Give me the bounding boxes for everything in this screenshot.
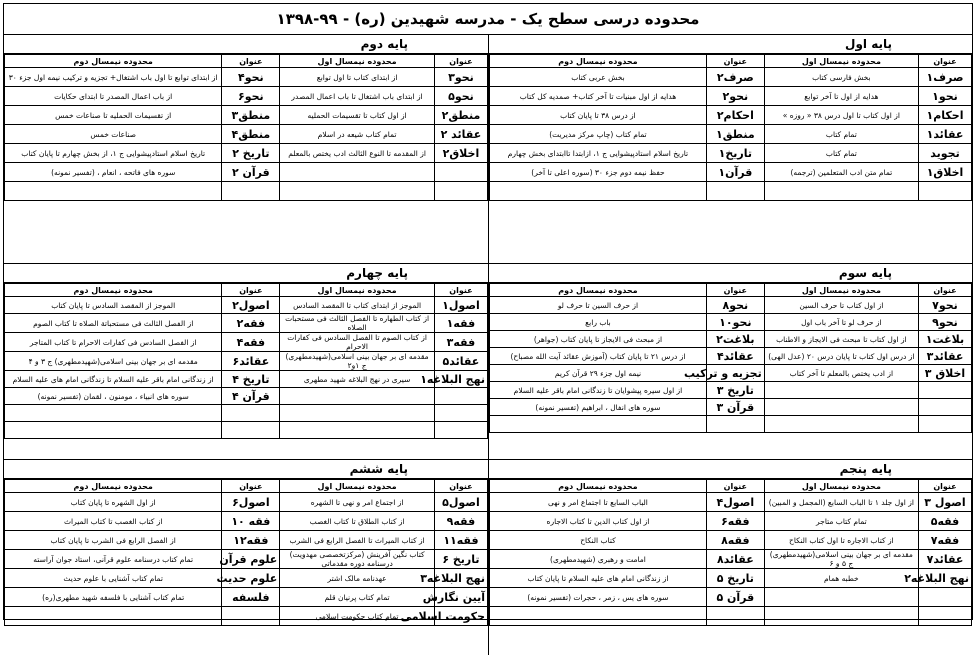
subject-cell: منطق۲ (434, 106, 487, 125)
second-semester-cell: سوره های یس ، زمر ، حجرات (تفسیر نمونه) (490, 588, 707, 607)
table-row (490, 531, 972, 550)
table-row (5, 182, 488, 201)
first-semester-cell (280, 182, 435, 201)
second-semester-cell: از درس ۲۱ تا پایان کتاب (آموزش عقائد آیت الله مصباح) (490, 348, 707, 365)
header-first-semester: محدوده نیمسال اول (280, 480, 435, 493)
header-subject: عنوان (706, 55, 764, 68)
subject-cell: عقائد۵ (434, 352, 487, 371)
first-semester-cell (764, 588, 918, 607)
second-semester-cell: الباب السابع تا اجتماع امر و نهی (490, 493, 707, 512)
subject-cell (222, 182, 280, 201)
subject-cell: اصول۱ (434, 297, 487, 314)
table-row (5, 314, 488, 333)
subject-cell: فقه۷ (918, 531, 971, 550)
table-row (5, 388, 488, 405)
second-semester-cell: از کتاب الغصب تا کتاب المیراث (5, 512, 222, 531)
subject-cell: تاریخ ۵ (706, 569, 764, 588)
subject-cell: فقه۳ (434, 333, 487, 352)
subject-cell: اصول۲ (222, 297, 280, 314)
header-first-semester: محدوده نیمسال اول (280, 55, 435, 68)
subject-cell: عقائد۸ (706, 550, 764, 569)
subject-cell (222, 405, 280, 422)
second-semester-cell: تاریخ اسلام استادپیشوایی ج ۱، ازابتدا تاابتدای بخش چهارم (490, 144, 707, 163)
table-row (5, 68, 488, 87)
subject-cell: اخلاق۲ (434, 144, 487, 163)
subject-cell: فقه۲ (222, 314, 280, 333)
second-semester-cell (5, 607, 222, 626)
subject-cell: تاریخ ۳ (706, 382, 764, 399)
subject-cell: عقائد۷ (918, 550, 971, 569)
header-subject: عنوان (434, 55, 487, 68)
section-title: پایه اول (489, 35, 972, 54)
subject-cell: منطق۳ (222, 106, 280, 125)
table-row (5, 125, 488, 144)
subject-cell (918, 416, 971, 433)
header-subject: عنوان (222, 284, 280, 297)
table-row (490, 348, 972, 365)
subject-cell: اصول۴ (706, 493, 764, 512)
subject-cell: فقه ۱۰ (222, 512, 280, 531)
row-middle (4, 264, 972, 460)
subject-cell (706, 416, 764, 433)
first-semester-cell: تمام کتاب (764, 125, 918, 144)
header-subject: عنوان (918, 284, 971, 297)
table-row (490, 314, 972, 331)
header-second-semester: محدوده نیمسال دوم (490, 284, 707, 297)
table-row (5, 493, 488, 512)
header-subject: عنوان (706, 284, 764, 297)
table-row (5, 550, 488, 569)
first-semester-cell: از اول کتاب تا حرف السین (764, 297, 918, 314)
subject-cell: فقه۱۱ (434, 531, 487, 550)
subject-cell (706, 607, 764, 626)
subject-cell: اصول ۳ (918, 493, 971, 512)
table-row (490, 163, 972, 182)
subject-cell: نحو۸ (706, 297, 764, 314)
subject-cell: بلاغت۱ (918, 331, 971, 348)
first-semester-cell: هدایه از اول تا آخر توابع (764, 87, 918, 106)
subject-cell: علوم قرآن (222, 550, 280, 569)
table-header-row (5, 284, 488, 297)
subject-cell: عقائد۱ (918, 125, 971, 144)
second-semester-cell (5, 405, 222, 422)
second-semester-cell: الموجز از المقصد السادس تا پایان کتاب (5, 297, 222, 314)
first-semester-cell (280, 163, 435, 182)
table-row (490, 588, 972, 607)
second-semester-cell (5, 422, 222, 439)
table-row (490, 399, 972, 416)
subject-cell: تاریخ ۴ (222, 371, 280, 388)
subject-cell: عقائد۴ (706, 348, 764, 365)
table-header-row (490, 55, 972, 68)
subject-cell: نهج البلاغه۳ (434, 569, 487, 588)
subject-cell: قرآن ۲ (222, 163, 280, 182)
section-title: پایه پنجم (489, 460, 972, 479)
header-subject: عنوان (434, 284, 487, 297)
first-semester-cell: از کتاب الاجاره تا اول کتاب النکاح (764, 531, 918, 550)
second-semester-cell: صناعات خمس (5, 125, 222, 144)
subject-cell: اصول۶ (222, 493, 280, 512)
subject-cell (434, 182, 487, 201)
subject-cell: فقه۸ (706, 531, 764, 550)
section-paye5 (488, 460, 972, 655)
table-row (5, 297, 488, 314)
subject-cell (918, 607, 971, 626)
table-row (490, 365, 972, 382)
header-second-semester: محدوده نیمسال دوم (490, 480, 707, 493)
first-semester-cell: از کتاب الطلاق تا کتاب الغصب (280, 512, 435, 531)
first-semester-cell: کتاب نگین آفرینش (مرکزتخصصی مهدویت) درسنامه دوره مقدماتی (280, 550, 435, 569)
section-paye2 (4, 35, 488, 263)
first-semester-cell: از ابتدای کتاب تا اول توابع (280, 68, 435, 87)
first-semester-cell (764, 382, 918, 399)
section-title: پایه دوم (4, 35, 488, 54)
table-row (490, 125, 972, 144)
second-semester-cell: از اول سیره پیشوایان تا زندگانی امام باقر علیه السلام (490, 382, 707, 399)
table-row (490, 550, 972, 569)
subject-cell: نحو۶ (222, 87, 280, 106)
subject-cell: تاریخ ۶ (434, 550, 487, 569)
subject-cell (434, 422, 487, 439)
first-semester-cell (764, 399, 918, 416)
subject-cell: علوم حدیث (222, 569, 280, 588)
second-semester-cell: از حرف السین تا حرف لو (490, 297, 707, 314)
second-semester-cell: کتاب النکاح (490, 531, 707, 550)
subject-cell: منطق۱ (706, 125, 764, 144)
second-semester-cell: از ابتدای توابع تا اول باب اشتغال+ تجزیه و ترکیب نیمه اول جزء ۳۰ (5, 68, 222, 87)
subject-cell: فقه۱۲ (222, 531, 280, 550)
second-semester-cell: از زندگانی امام باقر علیه السلام تا زندگانی امام های علیه السلام (5, 371, 222, 388)
second-semester-cell: باب رابع (490, 314, 707, 331)
table-row (490, 493, 972, 512)
table-row (5, 405, 488, 422)
first-semester-cell: از اول جلد ۱ تا الباب السابع (المجمل و المبین) (764, 493, 918, 512)
header-first-semester: محدوده نیمسال اول (280, 284, 435, 297)
second-semester-cell: هدایه از اول مبنیات تا آخر کتاب+ صمدیه کل کتاب (490, 87, 707, 106)
second-semester-cell: حفظ نیمه دوم جزء ۳۰ (سوره اعلی تا آخر) (490, 163, 707, 182)
header-second-semester: محدوده نیمسال دوم (5, 284, 222, 297)
section-paye3 (488, 264, 972, 459)
header-second-semester: محدوده نیمسال دوم (5, 480, 222, 493)
table-row (5, 144, 488, 163)
header-first-semester: محدوده نیمسال اول (764, 284, 918, 297)
table-row (5, 531, 488, 550)
subject-cell: آیین نگارش (434, 588, 487, 607)
subject-cell: احکام۱ (918, 106, 971, 125)
header-subject: عنوان (918, 480, 971, 493)
subject-cell: قرآن ۵ (706, 588, 764, 607)
second-semester-cell: سوره های انفال ، ابراهیم (تفسیر نمونه) (490, 399, 707, 416)
subject-cell: حکومت اسلامی (434, 607, 487, 626)
second-semester-cell: از اول کتاب الدین تا کتاب الاجاره (490, 512, 707, 531)
first-semester-cell: تمام کتاب حکومت اسلامی (280, 607, 435, 626)
subject-cell (918, 182, 971, 201)
subject-cell: قرآن ۳ (706, 399, 764, 416)
schedule-table (4, 283, 488, 439)
subject-cell: صرف۱ (918, 68, 971, 87)
subject-cell (222, 422, 280, 439)
header-subject: عنوان (434, 480, 487, 493)
curriculum-sheet (3, 3, 973, 623)
subject-cell (706, 182, 764, 201)
table-row (5, 87, 488, 106)
second-semester-cell: از مبحث فی الایجاز تا پایان کتاب (جواهر) (490, 331, 707, 348)
subject-cell: اخلاق۱ (918, 163, 971, 182)
subject-cell (222, 607, 280, 626)
table-row (490, 512, 972, 531)
first-semester-cell (280, 388, 435, 405)
subject-cell: فقه۴ (222, 333, 280, 352)
subject-cell: نهج البلاغه۱ (434, 371, 487, 388)
first-semester-cell (764, 182, 918, 201)
first-semester-cell: تمام کتاب (764, 144, 918, 163)
second-semester-cell (490, 182, 707, 201)
first-semester-cell: از حرف لو تا آخر باب اول (764, 314, 918, 331)
subject-cell: اخلاق ۳ (918, 365, 971, 382)
second-semester-cell: امامت و رهبری (شهیدمطهری) (490, 550, 707, 569)
second-semester-cell (5, 182, 222, 201)
second-semester-cell: تاریخ اسلام استادپیشوایی ج ۱، از بخش چهارم تا پایان کتاب (5, 144, 222, 163)
second-semester-cell: از الفصل الرابع فی الشرب تا پایان کتاب (5, 531, 222, 550)
table-row (490, 569, 972, 588)
first-semester-cell: از المقدمه تا النوع الثالث ادب یختص بالمعلم (280, 144, 435, 163)
subject-cell: عقائد ۲ (434, 125, 487, 144)
table-header-row (5, 480, 488, 493)
second-semester-cell: از الفصل الثالث فی مستحباتة الصلاه تا کتاب الصوم (5, 314, 222, 333)
second-semester-cell: تمام کتاب آشنایی با علوم حدیث (5, 569, 222, 588)
first-semester-cell (280, 405, 435, 422)
section-paye4 (4, 264, 488, 459)
table-row (490, 182, 972, 201)
second-semester-cell: تمام کتاب آشنایی با فلسفه شهید مطهری(ره) (5, 588, 222, 607)
first-semester-cell: از درس اول کتاب تا پایان درس ۲۰ (عدل الهی) (764, 348, 918, 365)
table-row (5, 422, 488, 439)
header-first-semester: محدوده نیمسال اول (764, 55, 918, 68)
table-row (5, 512, 488, 531)
subject-cell (434, 405, 487, 422)
section-title: پایه چهارم (4, 264, 488, 283)
first-semester-cell: از ادب یختص بالمعلم تا آخر کتاب (764, 365, 918, 382)
page-title: محدوده درسی سطح یک - مدرسه شهیدین (ره) - ۹۹-۱۳۹۸ (4, 4, 972, 35)
subject-cell: قرآن ۴ (222, 388, 280, 405)
table-row (5, 588, 488, 607)
first-semester-cell: مقدمه ای بر جهان بینی اسلامی(شهیدمطهری) ج ۵ و ۶ (764, 550, 918, 569)
subject-cell: نهج البلاغه۲ (918, 569, 971, 588)
first-semester-cell: تمام کتاب شیعه در اسلام (280, 125, 435, 144)
subject-cell (434, 163, 487, 182)
table-row (5, 371, 488, 388)
first-semester-cell (764, 416, 918, 433)
table-row (490, 297, 972, 314)
row-bottom (4, 460, 972, 655)
header-second-semester: محدوده نیمسال دوم (490, 55, 707, 68)
first-semester-cell: تمام متن ادب المتعلمین (ترجمه) (764, 163, 918, 182)
subject-cell: قرآن۱ (706, 163, 764, 182)
header-subject: عنوان (222, 55, 280, 68)
subject-cell (434, 388, 487, 405)
schedule-table (489, 54, 972, 201)
section-title: پایه ششم (4, 460, 488, 479)
table-row (5, 607, 488, 626)
subject-cell: نحو۳ (434, 68, 487, 87)
first-semester-cell: از کتاب الصوم تا الفصل السادس فی کفارات الاحرام (280, 333, 435, 352)
table-header-row (490, 480, 972, 493)
subject-cell: بلاغت۲ (706, 331, 764, 348)
table-row (5, 106, 488, 125)
first-semester-cell: بخش فارسی کتاب (764, 68, 918, 87)
first-semester-cell (280, 422, 435, 439)
first-semester-cell: الموجز از ابتدای کتاب تا المقصد السادس (280, 297, 435, 314)
first-semester-cell: سیری در نهج البلاغه شهید مطهری (280, 371, 435, 388)
table-row (490, 416, 972, 433)
table-row (490, 331, 972, 348)
section-title: پایه سوم (489, 264, 972, 283)
subject-cell: نحو۱۰ (706, 314, 764, 331)
schedule-table (489, 283, 972, 433)
subject-cell: اصول۵ (434, 493, 487, 512)
subject-cell: نحو۷ (918, 297, 971, 314)
table-header-row (490, 284, 972, 297)
table-row (490, 87, 972, 106)
subject-cell: نحو۱ (918, 87, 971, 106)
subject-cell: تاریخ ۲ (222, 144, 280, 163)
header-subject: عنوان (222, 480, 280, 493)
table-row (5, 333, 488, 352)
subject-cell: فقه۶ (706, 512, 764, 531)
first-semester-cell: از ابتدای باب اشتغال تا باب اعمال المصدر (280, 87, 435, 106)
subject-cell (918, 399, 971, 416)
subject-cell (918, 588, 971, 607)
table-row (490, 106, 972, 125)
table-row (490, 68, 972, 87)
second-semester-cell: از باب اعمال المصدر تا ابتدای حکایات (5, 87, 222, 106)
table-row (5, 352, 488, 371)
second-semester-cell: از تقسیمات الحملیه تا صناعات خمس (5, 106, 222, 125)
subject-cell: عقائد۳ (918, 348, 971, 365)
subject-cell: نحو۲ (706, 87, 764, 106)
header-subject: عنوان (706, 480, 764, 493)
section-paye1 (488, 35, 972, 263)
table-row (5, 163, 488, 182)
first-semester-cell: از اجتماع امر و نهی تا الشهره (280, 493, 435, 512)
second-semester-cell: تمام کتاب درسنامه علوم قرآنی، استاد جوان آراسته (5, 550, 222, 569)
second-semester-cell: سوره های فاتحه ، انعام ، (تفسیر نمونه) (5, 163, 222, 182)
second-semester-cell: مقدمه ای بر جهان بینی اسلامی(شهیدمطهری) ج ۳ و ۴ (5, 352, 222, 371)
first-semester-cell: از اول کتاب تا تقسیمات الحملیه (280, 106, 435, 125)
first-semester-cell: مقدمه ای بر جهان بینی اسلامی(شهیدمطهری) ج ۱و۲ (280, 352, 435, 371)
second-semester-cell (490, 416, 707, 433)
table-row (5, 569, 488, 588)
first-semester-cell: از اول کتاب تا اول درس ۳۸ « روزه » (764, 106, 918, 125)
subject-cell: فقه۱ (434, 314, 487, 333)
table-row (490, 144, 972, 163)
first-semester-cell: تمام کتاب متاجر (764, 512, 918, 531)
first-semester-cell: عهدنامه مالک اشتر (280, 569, 435, 588)
subject-cell: تجزیه و ترکیب (706, 365, 764, 382)
table-row (490, 382, 972, 399)
subject-cell: احکام۲ (706, 106, 764, 125)
second-semester-cell: از الفصل السادس فی کفارات الاحرام تا کتاب المتاجر (5, 333, 222, 352)
schedule-table (4, 54, 488, 201)
second-semester-cell (490, 607, 707, 626)
second-semester-cell: سوره های انبیاء ، مومنون ، لقمان (تفسیر نمونه) (5, 388, 222, 405)
second-semester-cell: از زندگانی امام های علیه السلام تا پایان کتاب (490, 569, 707, 588)
subject-cell (918, 382, 971, 399)
header-subject: عنوان (918, 55, 971, 68)
first-semester-cell: از کتاب المیراث تا الفصل الرابع فی الشرب (280, 531, 435, 550)
subject-cell: صرف۲ (706, 68, 764, 87)
subject-cell: عقائد۶ (222, 352, 280, 371)
schedule-table (489, 479, 972, 626)
row-top (4, 35, 972, 264)
first-semester-cell (764, 607, 918, 626)
second-semester-cell: از درس ۳۸ تا پایان کتاب (490, 106, 707, 125)
header-second-semester: محدوده نیمسال دوم (5, 55, 222, 68)
first-semester-cell: از کتاب الطهاره تا الفصل الثالث فی مستحبات الصلاه (280, 314, 435, 333)
section-paye6 (4, 460, 488, 655)
table-row (490, 607, 972, 626)
second-semester-cell: بخش عربی کتاب (490, 68, 707, 87)
first-semester-cell: از اول کتاب تا مبحث فی الایجاز و الاطناب (764, 331, 918, 348)
first-semester-cell: خطبه همام (764, 569, 918, 588)
schedule-table (4, 479, 488, 626)
subject-cell: منطق۴ (222, 125, 280, 144)
subject-cell: تجوید (918, 144, 971, 163)
subject-cell: نحو۹ (918, 314, 971, 331)
table-header-row (5, 55, 488, 68)
first-semester-cell: تمام کتاب پرنیان قلم (280, 588, 435, 607)
subject-cell: فقه۵ (918, 512, 971, 531)
subject-cell: فقه۹ (434, 512, 487, 531)
second-semester-cell: از اول الشهره تا پایان کتاب (5, 493, 222, 512)
subject-cell: نحو۴ (222, 68, 280, 87)
header-first-semester: محدوده نیمسال اول (764, 480, 918, 493)
subject-cell: فلسفه (222, 588, 280, 607)
subject-cell: تاریخ۱ (706, 144, 764, 163)
second-semester-cell: نیمه اول جزء ۲۹ قرآن کریم (490, 365, 707, 382)
subject-cell: نحو۵ (434, 87, 487, 106)
second-semester-cell: تمام کتاب (چاپ مرکز مدیریت) (490, 125, 707, 144)
